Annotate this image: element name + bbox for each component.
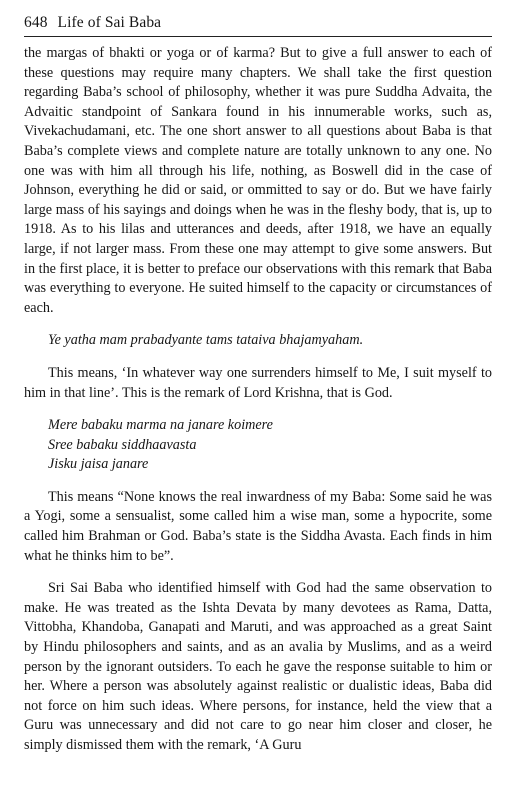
sanskrit-verse: Ye yatha mam prabadyante tams tataiva bhajamyaham. (48, 332, 364, 349)
verse-line-2: Sree babaku siddhaavasta (48, 436, 197, 453)
hindi-verse (24, 416, 492, 475)
paragraph-2: This means, ‘In whatever way one surrenders himself to Me, I suit myself to him in that line’. This is the remark of Lord Krishna, that is God. (24, 364, 492, 401)
header-rule (24, 36, 492, 37)
verse-line-1: Mere babaku marma na janare koimere (48, 417, 273, 434)
running-header (24, 14, 161, 32)
verse-line-3: Jisku jaisa janare (48, 456, 149, 473)
running-title: Life of Sai Baba (57, 14, 162, 31)
page-body (24, 44, 492, 756)
paragraph-4: Sri Sai Baba who identified himself with God had the same observation to make. He was treated as the Ishta Devata by many devotees as Rama, Datta, Vittobha, Khandoba, Ganapati and Maruti, and was approached as a great Saint by Hindu philosophers and saints, and as an avalia by Muslims, and as a weird person by the ignorant outsiders. To each he gave the response suitable to him or her. Where a person was absolutely against realistic or dualistic ideas, Baba did not force on him such ideas. Where persons, for instance, held the view that a Guru was unnecessary and did not care to go near him closer and closer, he simply dismissed them with the remark, ‘A Guru (24, 580, 492, 753)
paragraph-3: This means “None knows the real inwardness of my Baba: Some said he was a Yogi, some a sensualist, some called him a wise man, some a hypocrite, some called him Brahman or God. Baba’s state is the Siddha Avasta. Each finds in him what he thinks him to be”. (24, 488, 492, 564)
page-number: 648 (24, 14, 48, 31)
paragraph-1: the margas of bhakti or yoga or of karma? But to give a full answer to each of these questions may require many chapters. We shall take the first question regarding Baba’s school of philosophy, whether it was pure Suddha Advaita, the Advaitic standpoint of Sankara found in his innumerable works, such as, Vivekachudamani, etc. The one short answer to all questions about Baba is that Baba’s complete views and complete nature are totally unknown to any one. No one was with him all through his life, nothing, as Boswell did in the case of Johnson, everything he did or said, or ommitted to say or do. But we have fairly large mass of his sayings and doings when he was in the fleshy body, that is, up to 1918. As to his lilas and utterances and deeds, after 1918, we have an equally large, if not larger mass. From these one may attempt to give some answers. But in the first place, it is better to preface our observations with this remark that Baba was everything to everyone. He suited himself to the capacity or circumstances of each. (24, 45, 492, 316)
